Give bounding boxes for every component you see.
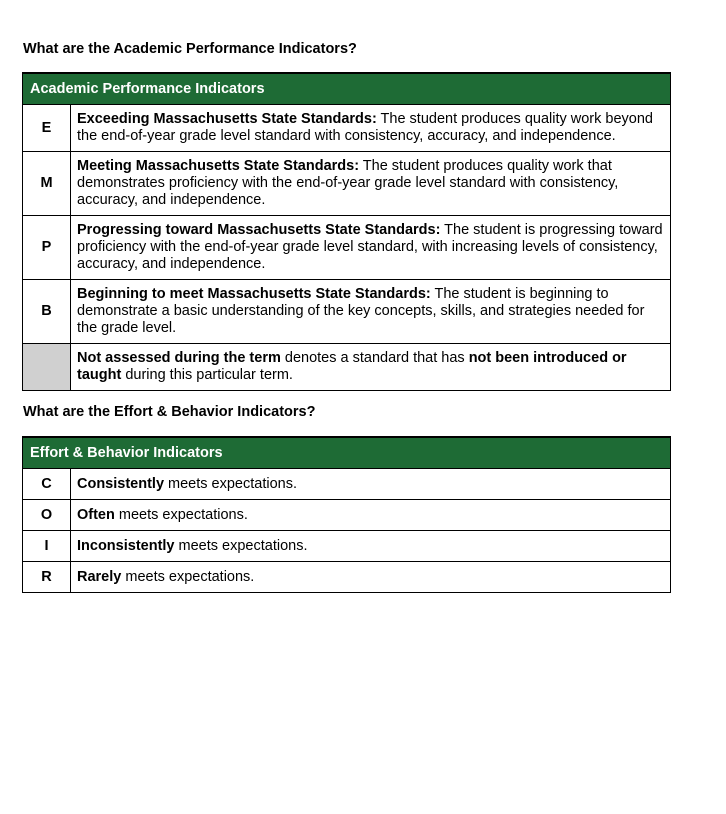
table-row [23, 105, 671, 152]
indicator-text: The student produces quality work beyond the end-of-year grade level standard with consistency, accuracy, and independence. [77, 111, 653, 144]
not-assessed-text-end: during this particular term. [121, 367, 293, 383]
indicator-label: Inconsistently [77, 537, 175, 554]
indicator-label: Rarely [77, 568, 122, 585]
indicator-text: meets expectations. [174, 537, 308, 554]
indicator-description [71, 105, 671, 152]
indicator-description [71, 216, 671, 280]
indicator-code: I [23, 531, 71, 562]
indicator-code: C [23, 469, 71, 500]
indicator-code: B [23, 280, 71, 344]
indicator-text: The student is progressing toward proficiency with the end-of-year grade level standard, with increasing levels of consistency, accuracy, and independence. [77, 222, 663, 272]
not-assessed-label: Not assessed during the term [77, 350, 281, 366]
indicator-label: Often [77, 506, 115, 523]
indicator-description [71, 280, 671, 344]
table-row [23, 280, 671, 344]
indicator-text: The student is beginning to demonstrate a basic understanding of the key concepts, skills, and strategies needed for the grade level. [77, 286, 645, 336]
table-row [23, 500, 671, 531]
indicator-text: The student produces quality work that demonstrates proficiency with the end-of-year grade level standard with consistency, accuracy, and independence. [77, 158, 619, 208]
indicator-label: Exceeding Massachusetts State Standards: [77, 111, 377, 127]
academic-indicators-heading: What are the Academic Performance Indicators? [23, 41, 357, 57]
indicator-text: meets expectations. [121, 568, 255, 585]
indicator-description [71, 152, 671, 216]
indicator-text: meets expectations. [164, 475, 298, 492]
table-row [23, 531, 671, 562]
effort-indicators-heading: What are the Effort & Behavior Indicators? [23, 404, 316, 420]
indicator-description [71, 469, 671, 500]
effort-table-title: Effort & Behavior Indicators [23, 437, 671, 469]
not-assessed-description [71, 344, 671, 391]
indicator-label: Consistently [77, 475, 165, 492]
indicator-description [71, 531, 671, 562]
indicator-code: R [23, 562, 71, 593]
effort-indicators-table [22, 436, 671, 593]
indicator-code: E [23, 105, 71, 152]
not-assessed-text: denotes a standard that has [280, 350, 469, 366]
indicator-code: M [23, 152, 71, 216]
indicator-label: Progressing toward Massachusetts State Standards: [77, 222, 441, 238]
indicator-description [71, 500, 671, 531]
indicator-label: Beginning to meet Massachusetts State Standards: [77, 286, 431, 302]
academic-indicators-table [22, 72, 671, 391]
indicator-description [71, 562, 671, 593]
indicator-code: P [23, 216, 71, 280]
not-assessed-emphasis: not been introduced or taught [77, 350, 627, 383]
indicator-label: Meeting Massachusetts State Standards: [77, 158, 360, 174]
not-assessed-swatch [23, 344, 71, 391]
academic-table-title: Academic Performance Indicators [23, 73, 671, 105]
indicator-text: meets expectations. [114, 506, 248, 523]
table-row [23, 469, 671, 500]
table-row [23, 216, 671, 280]
table-row-not-assessed [23, 344, 671, 391]
table-row [23, 152, 671, 216]
table-row [23, 562, 671, 593]
indicator-code: O [23, 500, 71, 531]
